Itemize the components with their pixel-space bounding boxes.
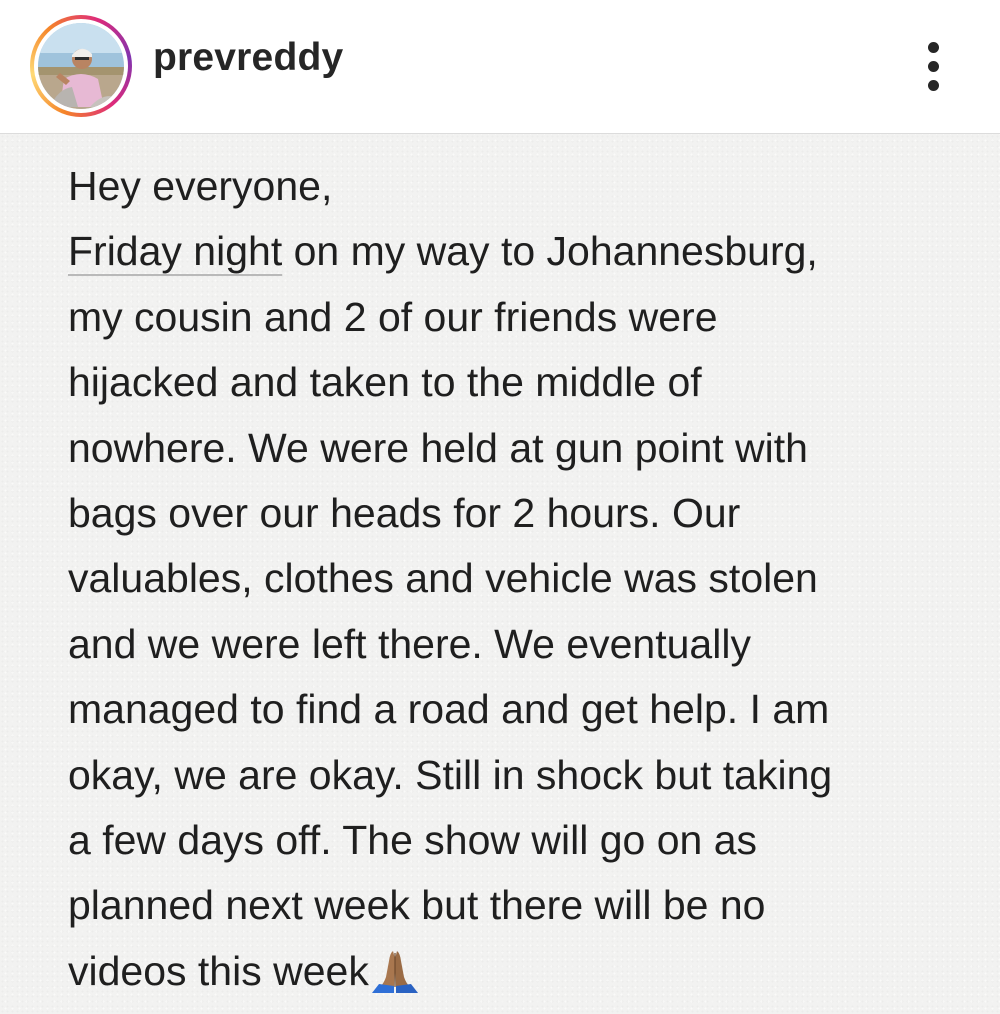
story-ring[interactable] [30, 15, 132, 117]
note-line: a few days off. The show will go on as [68, 817, 758, 864]
note-text [68, 154, 968, 1004]
note-line [68, 939, 968, 1004]
note-line: managed to find a road and get help. I am [68, 686, 830, 733]
note-line: nowhere. We were held at gun point with [68, 424, 808, 471]
folded-hands-icon [369, 947, 421, 993]
friday-night-link[interactable]: Friday night [68, 228, 283, 275]
note-line-text: on my way to Johannesburg, [282, 228, 818, 275]
more-options-icon-dot-3 [928, 80, 939, 91]
note-line: hijacked and taken to the middle of [68, 359, 702, 406]
profile-photo [38, 23, 124, 109]
username[interactable]: prevreddy [153, 36, 344, 79]
note-line: valuables, clothes and vehicle was stolen [68, 555, 818, 602]
more-options-button[interactable] [910, 36, 958, 96]
more-options-icon-dot-2 [928, 61, 939, 72]
note-line: planned next week but there will be no [68, 882, 766, 929]
post-header [0, 0, 1000, 134]
avatar-border [34, 19, 128, 113]
note-line: bags over our heads for 2 hours. Our [68, 490, 741, 537]
note-line: okay, we are okay. Still in shock but taking [68, 751, 833, 798]
more-options-icon [928, 42, 939, 53]
note-line [68, 219, 968, 284]
note-line-text: videos this week [68, 947, 369, 994]
avatar[interactable] [38, 23, 124, 109]
note-line: my cousin and 2 of our friends were [68, 293, 718, 340]
note-line: and we were left there. We eventually [68, 620, 751, 667]
post-image[interactable] [0, 134, 1000, 1014]
note-line: Hey everyone, [68, 163, 333, 209]
